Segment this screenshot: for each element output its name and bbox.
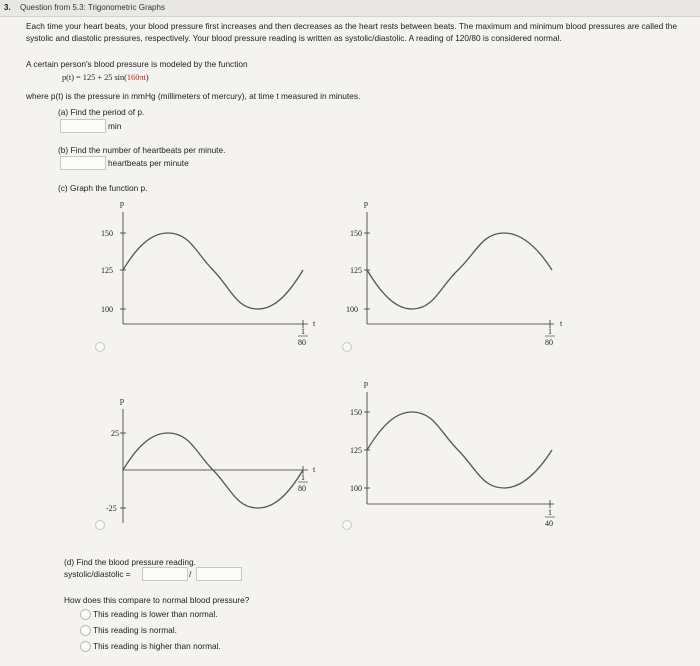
- graph-1-xtick-den: 80: [298, 338, 306, 347]
- graph-2-tick-125: 125: [350, 266, 362, 275]
- formula-rhs: ): [145, 73, 149, 82]
- graph-2-y-axis-label: p: [364, 199, 368, 208]
- option-lower-label[interactable]: This reading is lower than normal.: [93, 609, 218, 619]
- question-source: Question from 5.3: Trigonometric Graphs: [20, 3, 165, 12]
- graph-4-tick-100: 100: [350, 484, 362, 493]
- formula-lhs: p(t) = 125 + 25 sin(: [62, 73, 127, 82]
- graph-1-xtick-num: 1: [301, 327, 305, 336]
- graph-1-tick-100: 100: [101, 305, 113, 314]
- graph-4-radio[interactable]: [342, 520, 352, 530]
- option-higher-label[interactable]: This reading is higher than normal.: [93, 641, 221, 651]
- option-lower-radio[interactable]: [80, 609, 91, 620]
- graph-option-3: [90, 395, 320, 535]
- graph-2-tick-100: 100: [346, 305, 358, 314]
- graph-4-tick-150: 150: [350, 408, 362, 417]
- period-unit: min: [108, 121, 122, 131]
- graph-3-tick-25: 25: [111, 429, 119, 438]
- reading-separator: /: [189, 569, 192, 579]
- systolic-diastolic-label: systolic/diastolic =: [64, 569, 131, 579]
- graph-1-x-axis-label: t: [313, 319, 316, 328]
- compare-question: How does this compare to normal blood pressure?: [64, 595, 250, 605]
- graph-option-4: [340, 378, 570, 528]
- part-b-label: (b) Find the number of heartbeats per minute.: [58, 145, 226, 155]
- graph-3-xtick-den: 80: [298, 484, 306, 493]
- graph-4-tick-125: 125: [350, 446, 362, 455]
- part-c-label: (c) Graph the function p.: [58, 183, 148, 193]
- graph-3-xtick-num: 1: [301, 473, 305, 482]
- graph-2-xtick-num: 1: [548, 327, 552, 336]
- graph-2-xtick-den: 80: [545, 338, 553, 347]
- graph-3-y-axis-label: p: [120, 396, 124, 405]
- graph-3-radio[interactable]: [95, 520, 105, 530]
- question-number: 3.: [4, 3, 11, 12]
- graph-1-tick-150: 150: [101, 229, 113, 238]
- where-text: where p(t) is the pressure in mmHg (millimeters of mercury), at time t measured in minutes.: [26, 91, 361, 101]
- period-input[interactable]: [60, 119, 106, 133]
- graph-3-x-axis-label: t: [313, 465, 316, 474]
- graph-option-2: [340, 198, 570, 348]
- graph-2-tick-150: 150: [350, 229, 362, 238]
- graph-1-radio[interactable]: [95, 342, 105, 352]
- model-text: A certain person's blood pressure is modeled by the function: [26, 59, 248, 69]
- heartbeats-unit: heartbeats per minute: [108, 158, 189, 168]
- graph-3-tick-neg25: -25: [106, 504, 117, 513]
- option-normal-label[interactable]: This reading is normal.: [93, 625, 177, 635]
- intro-text: Each time your heart beats, your blood pressure first increases and then decreases as the heart rests between beats. The maximum and minimum blood pressures are called the systolic and diastolic pressures, respectively. Your blood pressure reading is written as systolic/diastolic. A reading of 120/80 is considered normal.: [26, 21, 678, 43]
- formula-arg: 160πt: [126, 73, 146, 82]
- formula: [62, 73, 149, 82]
- graph-4-xtick-num: 1: [548, 508, 552, 517]
- option-normal-radio[interactable]: [80, 625, 91, 636]
- diastolic-input[interactable]: [196, 567, 242, 581]
- graph-4-y-axis-label: p: [364, 379, 368, 388]
- question-header: [0, 0, 700, 17]
- heartbeats-input[interactable]: [60, 156, 106, 170]
- graph-1-tick-125: 125: [101, 266, 113, 275]
- part-d-label: (d) Find the blood pressure reading.: [64, 557, 196, 567]
- option-higher-radio[interactable]: [80, 641, 91, 652]
- graph-2-x-axis-label: t: [560, 319, 563, 328]
- graph-1-y-axis-label: p: [120, 199, 124, 208]
- graph-option-1: [90, 198, 320, 348]
- systolic-input[interactable]: [142, 567, 188, 581]
- graph-2-radio[interactable]: [342, 342, 352, 352]
- graph-4-xtick-den: 40: [545, 519, 553, 528]
- part-a-label: (a) Find the period of p.: [58, 107, 145, 117]
